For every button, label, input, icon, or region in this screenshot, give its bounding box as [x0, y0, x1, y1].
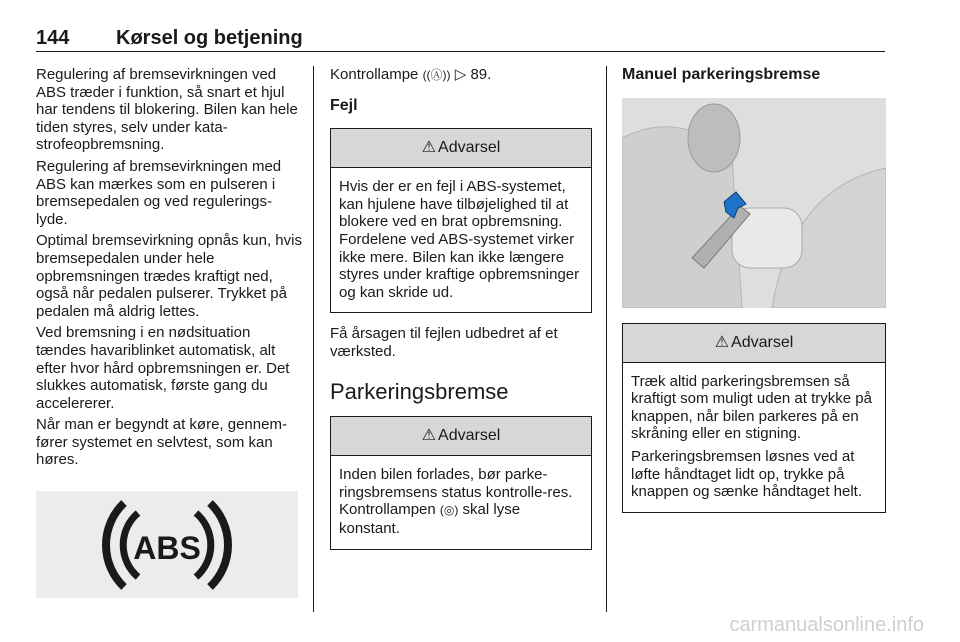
warning-header: ⚠ Advarsel	[331, 417, 591, 456]
paragraph: Regulering af bremsevirkningen ved ABS træder i funktion, så snart et hjul har tendens til blokering. Bilen kan hele tiden styres, selv under kata-strofeopbremsning.	[36, 66, 298, 154]
column-divider	[606, 66, 607, 612]
abs-lamp-icon	[36, 491, 298, 598]
fault-text: Få årsagen til fejlen udbedret af et værksted.	[330, 325, 558, 360]
warning-body: Hvis der er en fejl i ABS-systemet, kan hjulene have tilbøjelighed til at blokere ved en brat opbremsning. Fordelene ved ABS-systemet virker ikke mere. Bilen kan ikke længere styres under kraftige opbremsninger og kan skride ud.	[339, 178, 580, 301]
paragraph: Når man er begyndt at køre, gennem-fører systemet en selvtest, som kan høres.	[36, 416, 287, 469]
reference-arrow-icon: ▷	[454, 66, 467, 83]
chapter-title: Kørsel og betjening	[116, 27, 303, 49]
warning-box	[622, 323, 886, 513]
page-number: 144	[36, 27, 70, 49]
manual-parking-brake-heading: Manuel parkeringsbremse	[622, 66, 821, 83]
warning-box	[330, 128, 592, 313]
warning-triangle-icon: ⚠	[714, 333, 730, 351]
warning-box	[330, 416, 592, 549]
brake-lamp-icon: (◎)	[439, 503, 459, 518]
warning-triangle-icon: ⚠	[421, 427, 437, 445]
column-left	[36, 66, 302, 473]
warning-header: ⚠ Advarsel	[331, 129, 591, 168]
column-divider	[313, 66, 314, 612]
warning-body: Træk altid parkeringsbremsen så kraftigt som muligt uden at trykke på knappen, når bilen parkeres på en skråning eller en stigning. Parkeringsbremsen løsnes ved at løfte håndtaget lidt op, trykke på knappen og sænke håndtaget helt.	[631, 372, 872, 501]
parking-brake-heading: Parkeringsbremse	[330, 378, 509, 404]
parking-brake-photo	[622, 98, 886, 308]
warning-triangle-icon: ⚠	[421, 139, 437, 157]
warning-body: Inden bilen forlades, bør parke-ringsbremsens status kontrolle-res. Kontrollampen (◎) skal lyse konstant.	[339, 466, 573, 537]
fault-heading: Fejl	[330, 96, 358, 114]
abs-figure-label: ABS	[133, 530, 201, 566]
paragraph: Regulering af bremsevirkningen med ABS kan mærkes som en pulseren i bremsepedalen og ved regulerings-lyde.	[36, 157, 282, 228]
paragraph: Optimal bremsevirkning opnås kun, hvis bremsepedalen under hele opbremsningen trædes kraftigt ned, også når pedalen pulserer. Trykket på pedalen må aldrig lettes.	[36, 232, 302, 320]
control-lamp-reference: Kontrollampe ((Ⓐ)) ▷ 89.	[330, 66, 492, 83]
paragraph: Ved bremsning i en nødsituation tændes havariblinket automatisk, alt efter hvor hård opbremsningen er. Det slukkes automatisk, første gang du accelererer.	[36, 324, 290, 412]
column-right	[622, 66, 886, 513]
watermark: carmanualsonline.info	[729, 614, 924, 636]
abs-lamp-icon: ((Ⓐ))	[422, 68, 451, 82]
page-reference: 89.	[470, 66, 492, 83]
column-middle	[330, 66, 592, 550]
abs-lamp-figure	[36, 491, 298, 598]
page-header	[36, 27, 885, 51]
header-rule	[36, 51, 885, 52]
warning-header: ⚠ Advarsel	[623, 324, 885, 363]
